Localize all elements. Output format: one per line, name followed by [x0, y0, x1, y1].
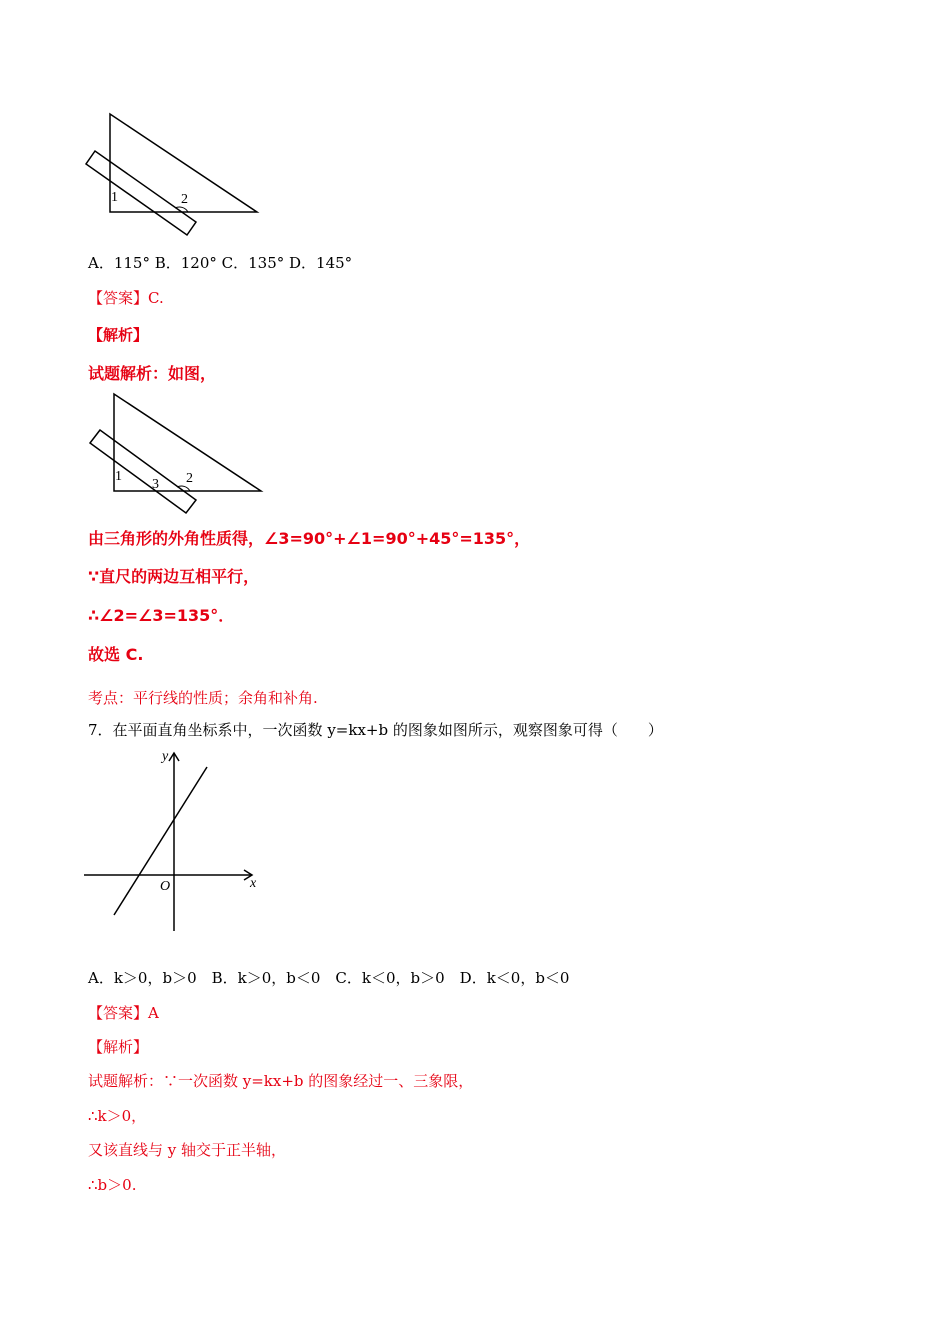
q6-kaodian: 考点：平行线的性质；余角和补角.	[88, 689, 318, 707]
q6-analysis-intro: 试题解析：如图，	[88, 364, 217, 383]
angle-1-label: 1	[115, 469, 122, 484]
q6-step-3: ∴∠2=∠3=135°．	[88, 606, 235, 625]
q7-analysis-line-3: 又该直线与 y 轴交于正半轴，	[88, 1141, 287, 1159]
triangle-ruler-figure-1	[80, 108, 270, 243]
q7-options: A．k＞0，b＞0 B．k＞0，b＜0 C．k＜0，b＞0 D．k＜0，b＜0	[88, 969, 570, 987]
q6-analysis-title: 【解析】	[88, 326, 149, 344]
ruler	[90, 430, 196, 513]
q6-options: A．115° B．120° C．135° D．145°	[88, 254, 353, 272]
q7-question: 7．在平面直角坐标系中，一次函数 y=kx+b 的图象如图所示，观察图象可得（ ）	[88, 721, 663, 739]
q7-analysis-line-2: ∴k＞0，	[88, 1107, 147, 1125]
q7-analysis-title: 【解析】	[88, 1038, 149, 1056]
angle-3-label: 3	[152, 477, 159, 492]
x-axis-label: x	[250, 876, 257, 891]
angle-1-label: 1	[111, 190, 118, 205]
angle-2-label: 2	[181, 192, 188, 207]
ruler	[86, 151, 196, 235]
angle-2-label: 2	[186, 471, 193, 486]
q6-step-1: 由三角形的外角性质得，∠3=90°+∠1=90°+45°=135°，	[88, 529, 531, 548]
q6-step-4: 故选 C.	[88, 645, 144, 664]
origin-label: O	[160, 879, 171, 894]
q6-step-2: ∵直尺的两边互相平行，	[88, 567, 260, 586]
q6-answer: 【答案】C.	[88, 289, 164, 307]
coordinate-graph-figure-3	[84, 745, 269, 937]
q7-analysis-line-4: ∴b＞0.	[88, 1176, 137, 1194]
q7-answer: 【答案】A	[88, 1004, 159, 1022]
q7-analysis-line-1: 试题解析：∵一次函数 y=kx+b 的图象经过一、三象限，	[88, 1072, 474, 1090]
y-axis-label: y	[162, 749, 169, 764]
triangle-ruler-figure-2	[86, 388, 276, 520]
